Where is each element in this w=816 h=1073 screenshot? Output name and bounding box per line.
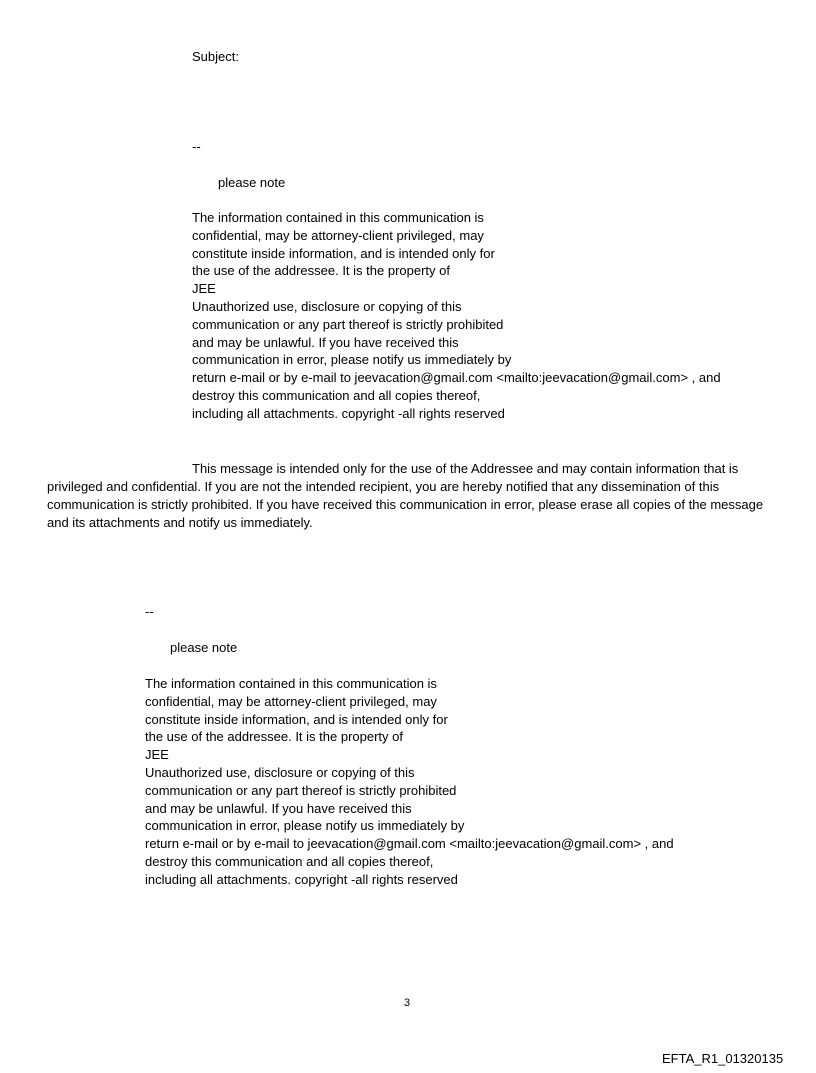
- notice-line: The information contained in this communication is: [192, 210, 484, 225]
- notice-line: JEE: [145, 747, 169, 763]
- confidentiality-notice: [145, 675, 674, 889]
- notice-line: including all attachments. copyright -all rights reserved: [145, 871, 458, 887]
- notice-line: the use of the addressee. It is the property of: [145, 729, 403, 745]
- notice-line: the use of the addressee. It is the property of: [192, 263, 450, 279]
- notice-line: JEE: [192, 281, 216, 297]
- signature-separator: --: [192, 139, 201, 154]
- notice-line: destroy this communication and all copies thereof,: [145, 853, 434, 869]
- notice-line: including all attachments. copyright -all rights reserved: [192, 405, 505, 421]
- notice-line: confidential, may be attorney-client privileged, may: [192, 227, 484, 243]
- notice-line: and may be unlawful. If you have received this: [192, 334, 459, 350]
- notice-line: return e-mail or by e-mail to jeevacation@gmail.com <mailto:jeevacation@gmail.com> , and: [145, 836, 674, 852]
- notice-line: communication or any part thereof is strictly prohibited: [145, 782, 457, 798]
- notice-line: communication in error, please notify us immediately by: [145, 818, 465, 834]
- confidentiality-notice: [192, 209, 721, 423]
- notice-heading: please note: [170, 640, 238, 655]
- notice-heading: please note: [218, 175, 286, 190]
- notice-line: The information contained in this communication is: [145, 676, 437, 691]
- subject-label: Subject:: [192, 49, 239, 64]
- signature-separator: --: [145, 604, 154, 619]
- notice-line: constitute inside information, and is intended only for: [192, 245, 495, 261]
- notice-line: Unauthorized use, disclosure or copying of this: [145, 764, 415, 780]
- notice-line: Unauthorized use, disclosure or copying of this: [192, 298, 462, 314]
- notice-line: destroy this communication and all copies thereof,: [192, 387, 481, 403]
- notice-line: return e-mail or by e-mail to jeevacation@gmail.com <mailto:jeevacation@gmail.com> , and: [192, 370, 721, 386]
- notice-line: confidential, may be attorney-client privileged, may: [145, 693, 437, 709]
- notice-line: communication or any part thereof is strictly prohibited: [192, 316, 504, 332]
- notice-line: constitute inside information, and is intended only for: [145, 711, 448, 727]
- notice-line: and may be unlawful. If you have received this: [145, 800, 412, 816]
- page-number: 3: [404, 997, 411, 1009]
- disclaimer-paragraph: This message is intended only for the use of the Addressee and may contain information that is privileged and confidential. If you are not the intended recipient, you are hereby notified that any dissemination of this communication is strictly prohibited. If you have received this communication in error, please erase all copies of the message and its attachments and notify us immediately.: [47, 461, 764, 530]
- notice-line: communication in error, please notify us immediately by: [192, 352, 512, 368]
- document-id: EFTA_R1_01320135: [662, 1051, 784, 1066]
